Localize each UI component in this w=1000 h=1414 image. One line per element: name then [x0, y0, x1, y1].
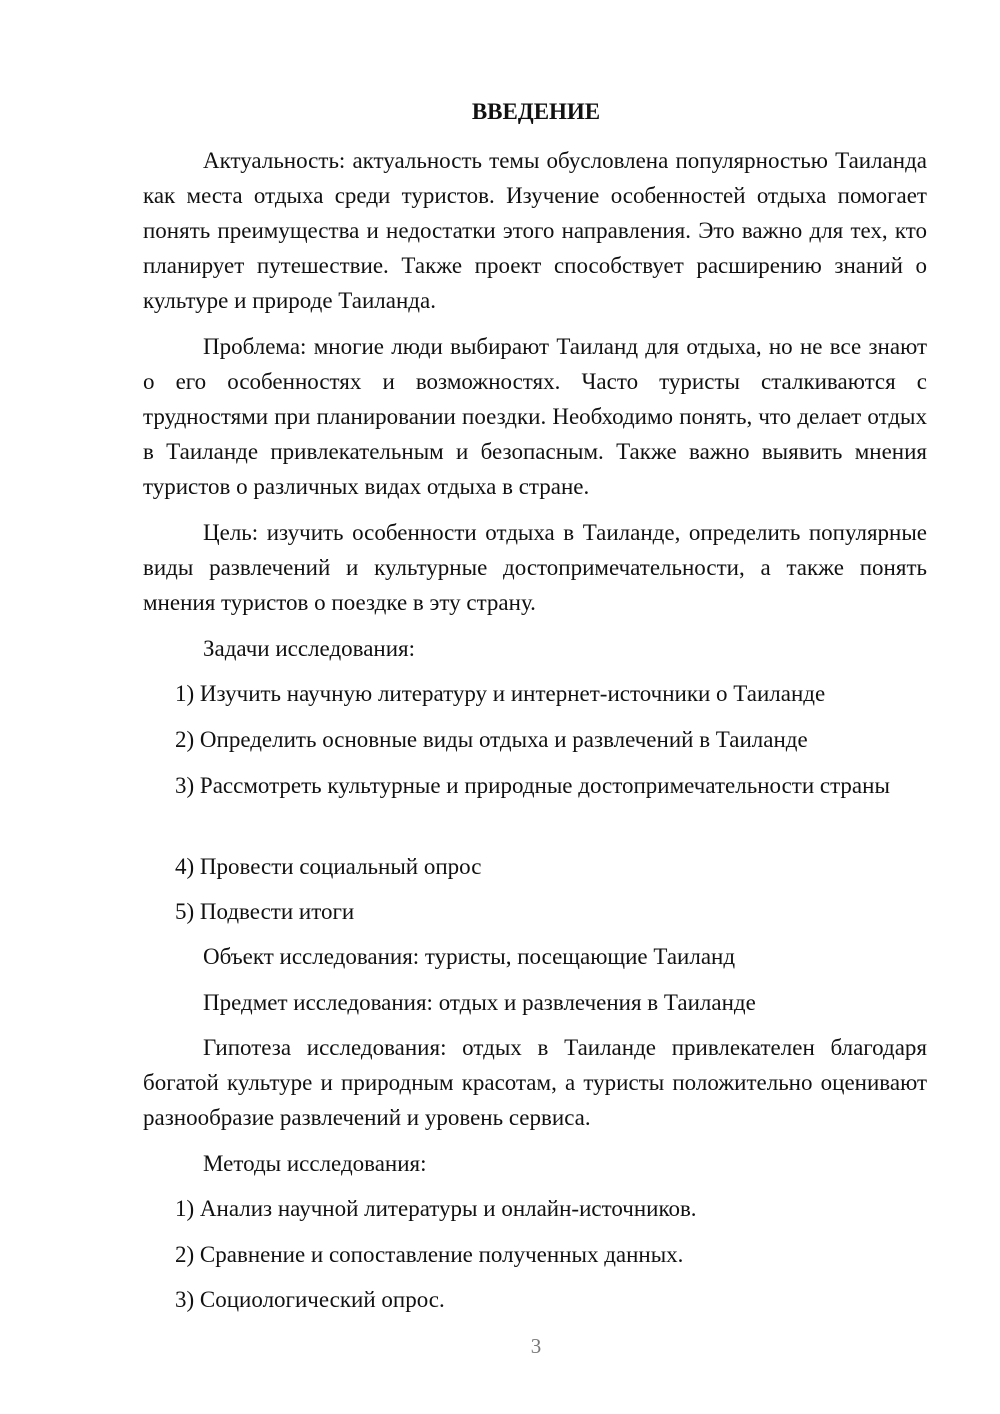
hypothesis-paragraph: Гипотеза исследования: отдых в Таиланде привлекателен благодаря богатой культуре и природным красотам, а туристы положительно оценивают разнообразие развлечений и уровень сервиса.	[143, 1035, 927, 1130]
relevance-paragraph: Актуальность: актуальность темы обусловлена популярностью Таиланда как места отдыха среди туристов. Изучение особенностей отдыха помогает понять преимущества и недостатки этого направления. Это важно для тех, кто планирует путешествие. Также проект способствует расширению знаний о культуре и природе Таиланда.	[143, 148, 927, 313]
page-title: ВВЕДЕНИЕ	[471, 99, 601, 124]
task-item: 2) Определить основные виды отдыха и развлечений в Таиланде	[175, 727, 808, 752]
object-line: Объект исследования: туристы, посещающие Таиланд	[203, 944, 736, 969]
subject-line: Предмет исследования: отдых и развлечения в Таиланде	[203, 990, 756, 1015]
method-item: 2) Сравнение и сопоставление полученных данных.	[175, 1242, 684, 1267]
problem-paragraph: Проблема: многие люди выбирают Таиланд для отдыха, но не все знают о его особенностях и возможностях. Часто туристы сталкиваются с трудностями при планировании поездки. Необходимо понять, что делает отдых в Таиланде привлекательным и безопасным. Также важно выявить мнения туристов о различных видах отдыха в стране.	[143, 334, 927, 499]
task-item: 4) Провести социальный опрос	[175, 854, 482, 879]
tasks-heading: Задачи исследования:	[203, 636, 416, 661]
task-item: 5) Подвести итоги	[175, 899, 355, 924]
task-item: 1) Изучить научную литературу и интернет-источники о Таиланде	[175, 681, 826, 706]
page-number: 3	[530, 1334, 542, 1358]
methods-heading: Методы исследования:	[203, 1151, 427, 1176]
goal-paragraph: Цель: изучить особенности отдыха в Таиланде, определить популярные виды развлечений и культурные достопримечательности, а также понять мнения туристов о поездке в эту страну.	[143, 520, 927, 615]
task-item: 3) Рассмотреть культурные и природные достопримечательности страны	[175, 773, 890, 798]
method-item: 3) Социологический опрос.	[175, 1287, 445, 1312]
method-item: 1) Анализ научной литературы и онлайн-источников.	[175, 1196, 697, 1221]
